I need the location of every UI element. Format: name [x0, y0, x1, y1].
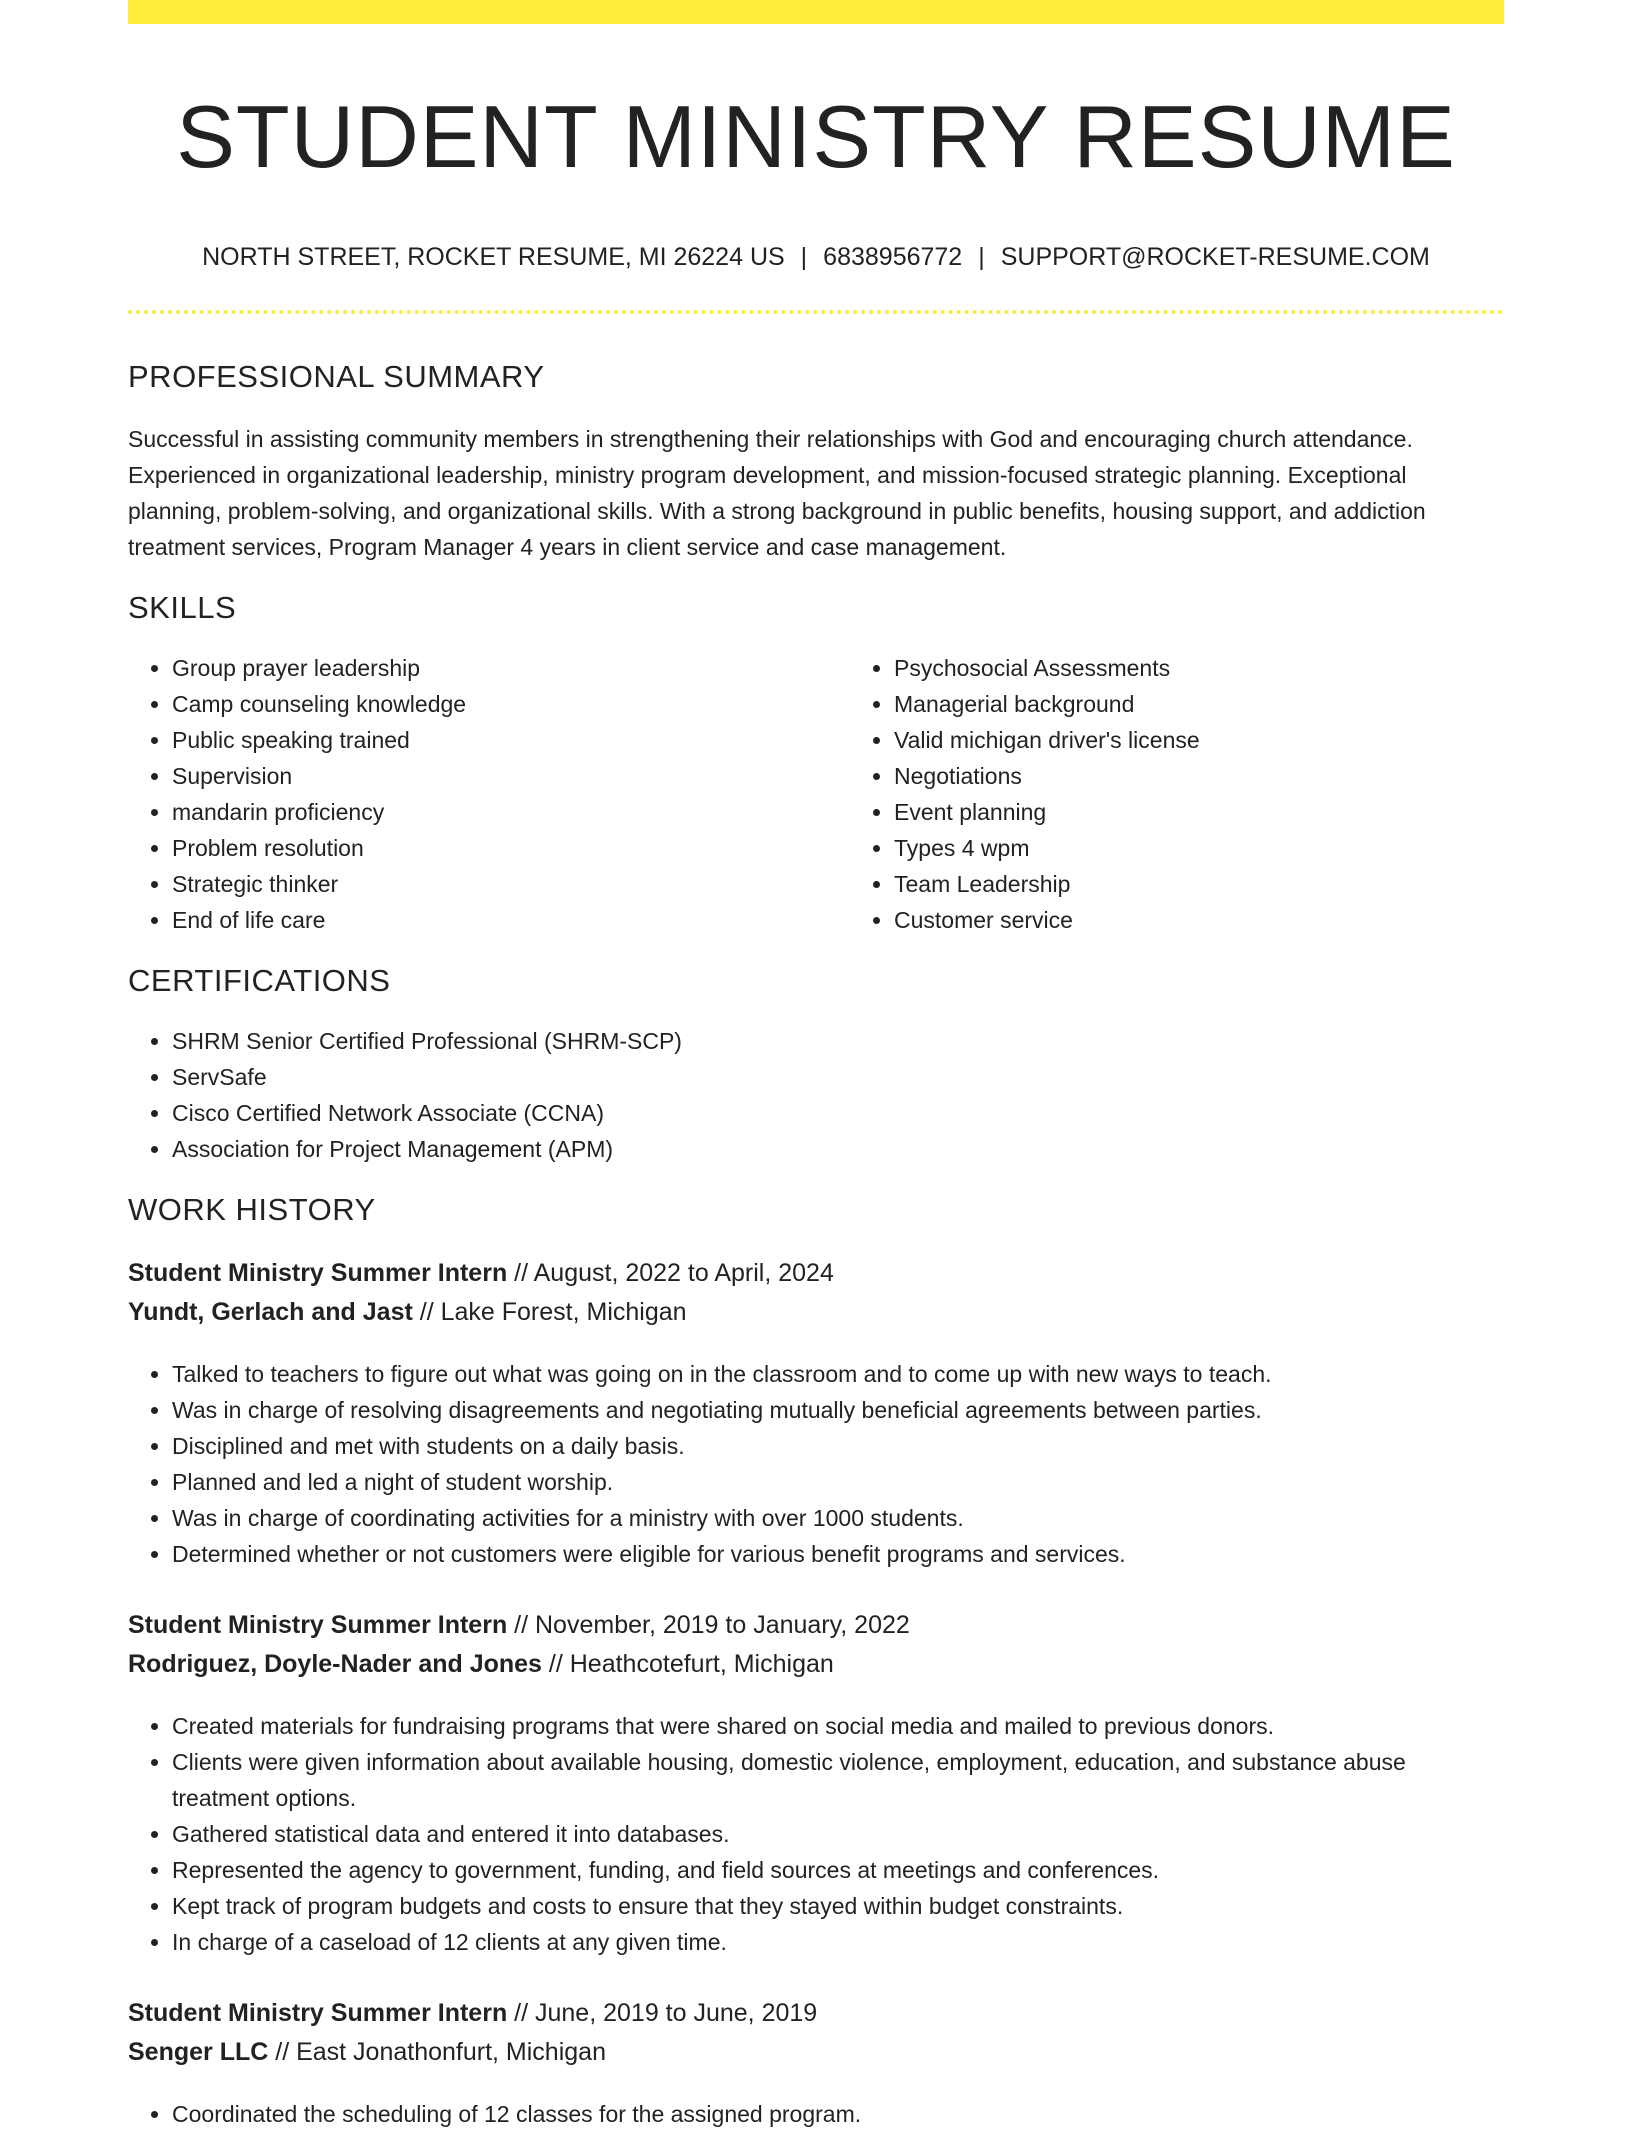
certification-item: • ServSafe [172, 1059, 1504, 1095]
certifications-list [128, 1023, 1504, 1167]
skill-item: • Supervision [172, 758, 850, 794]
job-duties-list [128, 2096, 1504, 2132]
job-duty-item: • Talked to teachers to figure out what was going on in the classroom and to come up with new ways to teach. [172, 1356, 1504, 1392]
contact-email: SUPPORT@ROCKET-RESUME.COM [1000, 242, 1430, 271]
section-title-certifications: CERTIFICATIONS [128, 962, 391, 998]
certification-item: • Cisco Certified Network Associate (CCNA) [172, 1095, 1504, 1131]
job-entry [128, 1606, 1504, 1960]
skills-section [128, 589, 1504, 938]
job-company: Yundt, Gerlach and Jast [128, 1298, 413, 1327]
job-duties-list [128, 1356, 1504, 1572]
job-duties-list [128, 1708, 1504, 1960]
job-duty-item: • Disciplined and met with students on a daily basis. [172, 1428, 1504, 1464]
skill-item: • Strategic thinker [172, 866, 850, 902]
skill-item: • Group prayer leadership [172, 650, 850, 686]
resume-page [128, 0, 1504, 2132]
job-company: Senger LLC [128, 2038, 269, 2067]
job-dates: // June, 2019 to June, 2019 [507, 1999, 818, 2028]
job-title: Student Ministry Summer Intern [128, 1999, 508, 2028]
job-entry [128, 1254, 1504, 1572]
job-duty-item: • Was in charge of coordinating activities for a ministry with over 1000 students. [172, 1500, 1504, 1536]
job-company-line [128, 2033, 1504, 2072]
job-duty-item: • Kept track of program budgets and costs to ensure that they stayed within budget constraints. [172, 1888, 1504, 1924]
section-title-skills: SKILLS [128, 589, 237, 625]
job-duty-item: • Clients were given information about available housing, domestic violence, employment, education, and substance abuse treatment options. [172, 1744, 1504, 1816]
work-history-section [128, 1191, 1504, 2132]
job-location: // East Jonathonfurt, Michigan [268, 2038, 606, 2067]
job-title-line [128, 1606, 1504, 1645]
skill-item: • Team Leadership [894, 866, 1504, 902]
job-duty-item: • Created materials for fundraising programs that were shared on social media and mailed to previous donors. [172, 1708, 1504, 1744]
professional-summary-section [128, 358, 1504, 565]
section-title-work-history: WORK HISTORY [128, 1192, 376, 1228]
job-duty-item: • Determined whether or not customers were eligible for various benefit programs and services. [172, 1536, 1504, 1572]
job-duty-item: • Represented the agency to government, funding, and field sources at meetings and conferences. [172, 1852, 1504, 1888]
job-location: // Heathcotefurt, Michigan [541, 1650, 834, 1679]
job-company: Rodriguez, Doyle-Nader and Jones [128, 1650, 542, 1679]
job-duty-item: • Gathered statistical data and entered it into databases. [172, 1816, 1504, 1852]
accent-top-bar [128, 0, 1504, 24]
skill-item: • Event planning [894, 794, 1504, 830]
certification-item: • Association for Project Management (APM) [172, 1131, 1504, 1167]
job-title: Student Ministry Summer Intern [128, 1611, 508, 1640]
resume-title: STUDENT MINISTRY RESUME [176, 87, 1456, 186]
job-title-line [128, 1994, 1504, 2033]
job-entry [128, 1994, 1504, 2132]
skill-item: • End of life care [172, 902, 850, 938]
skill-item: • Camp counseling knowledge [172, 686, 850, 722]
skill-item: • Valid michigan driver's license [894, 722, 1504, 758]
job-title-line [128, 1254, 1504, 1293]
skill-item: • Public speaking trained [172, 722, 850, 758]
skill-item: • Customer service [894, 902, 1504, 938]
skills-list-right [850, 650, 1504, 938]
contact-separator: | [800, 242, 808, 271]
section-title-summary: PROFESSIONAL SUMMARY [128, 358, 545, 394]
job-title: Student Ministry Summer Intern [128, 1259, 508, 1288]
skills-list-left [128, 650, 850, 938]
job-dates: // November, 2019 to January, 2022 [507, 1611, 910, 1640]
job-location: // Lake Forest, Michigan [412, 1298, 687, 1327]
skill-item: • Managerial background [894, 686, 1504, 722]
skill-item: • Types 4 wpm [894, 830, 1504, 866]
skills-grid [128, 650, 1504, 938]
certifications-section [128, 962, 1504, 1167]
dotted-divider [128, 310, 1504, 314]
skill-item: • Problem resolution [172, 830, 850, 866]
skill-item: • Negotiations [894, 758, 1504, 794]
job-duty-item: • Coordinated the scheduling of 12 classes for the assigned program. [172, 2096, 1504, 2132]
job-dates: // August, 2022 to April, 2024 [507, 1259, 834, 1288]
contact-address: NORTH STREET, ROCKET RESUME, MI 26224 US [202, 242, 785, 271]
contact-separator: | [978, 242, 985, 271]
skill-item: • Psychosocial Assessments [894, 650, 1504, 686]
contact-phone: 6838956772 [823, 242, 963, 271]
job-company-line [128, 1645, 1504, 1684]
skill-item: • mandarin proficiency [172, 794, 850, 830]
job-company-line [128, 1293, 1504, 1332]
job-duty-item: • In charge of a caseload of 12 clients at any given time. [172, 1924, 1504, 1960]
contact-line [128, 242, 1504, 272]
certification-item: • SHRM Senior Certified Professional (SHRM-SCP) [172, 1023, 1504, 1059]
job-duty-item: • Was in charge of resolving disagreements and negotiating mutually beneficial agreements between parties. [172, 1392, 1504, 1428]
job-duty-item: • Planned and led a night of student worship. [172, 1464, 1504, 1500]
summary-text: Successful in assisting community members in strengthening their relationships with God and encouraging church attendance. Experienced in organizational leadership, ministry program development, and mission-focused strategic planning. Exceptional planning, problem-solving, and organizational skills. With a strong background in public benefits, housing support, and addiction treatment services, Program Manager 4 years in client service and case management. [128, 425, 1426, 560]
